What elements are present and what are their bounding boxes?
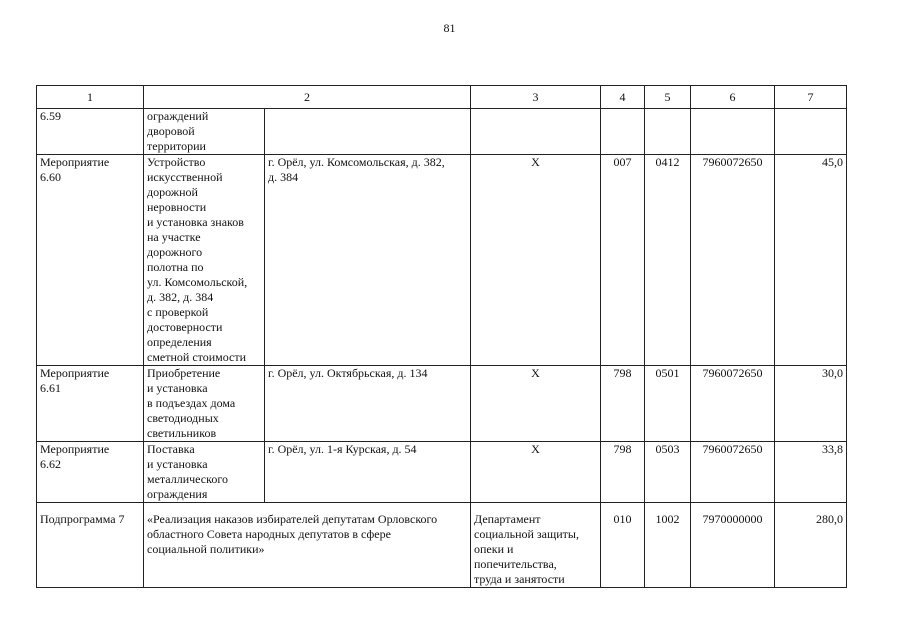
header-row: [37, 86, 847, 109]
row-col5: 0412: [645, 155, 691, 366]
row-col6: [691, 109, 775, 155]
row-col3: [471, 109, 601, 155]
row-col5: 0501: [645, 366, 691, 442]
subprogram-department: Департамент социальной защиты, опеки и попечительства, труда и занятости: [471, 503, 601, 588]
table-row: [37, 366, 847, 442]
header-cell-6: 6: [691, 86, 775, 109]
subprogram-col4: 010: [601, 503, 645, 588]
row-name: Приобретение и установка в подъездах дома светодиодных светильников: [144, 366, 265, 442]
subprogram-id: Подпрограмма 7: [37, 503, 144, 588]
subprogram-col5: 1002: [645, 503, 691, 588]
row-col4: [601, 109, 645, 155]
row-col4: 798: [601, 366, 645, 442]
row-id: 6.59: [37, 109, 144, 155]
row-col6: 7960072650: [691, 442, 775, 503]
row-address: г. Орёл, ул. Октябрьская, д. 134: [265, 366, 471, 442]
row-col7: 45,0: [775, 155, 847, 366]
page-number: 81: [443, 21, 456, 35]
row-name: Поставка и установка металлического ограждения: [144, 442, 265, 503]
row-id: Мероприятие 6.62: [37, 442, 144, 503]
table-row: [37, 155, 847, 366]
row-id: Мероприятие 6.60: [37, 155, 144, 366]
table-row: [37, 109, 847, 155]
row-address: г. Орёл, ул. 1-я Курская, д. 54: [265, 442, 471, 503]
row-name: ограждений дворовой территории: [144, 109, 265, 155]
row-address: [265, 109, 471, 155]
subprogram-name: «Реализация наказов избирателей депутатам Орловского областного Совета народных депутатов в сфере социальной политики»: [144, 503, 471, 588]
row-col6: 7960072650: [691, 366, 775, 442]
subprogram-row: [37, 503, 847, 588]
budget-table: [36, 85, 847, 588]
header-cell-3: 3: [471, 86, 601, 109]
row-id: Мероприятие 6.61: [37, 366, 144, 442]
subprogram-col6: 7970000000: [691, 503, 775, 588]
row-col7: [775, 109, 847, 155]
row-address: г. Орёл, ул. Комсомольская, д. 382, д. 384: [265, 155, 471, 366]
row-col3: Х: [471, 442, 601, 503]
row-col7: 33,8: [775, 442, 847, 503]
row-col6: 7960072650: [691, 155, 775, 366]
row-col3: Х: [471, 366, 601, 442]
header-cell-2: 2: [144, 86, 471, 109]
header-cell-7: 7: [775, 86, 847, 109]
row-col5: 0503: [645, 442, 691, 503]
header-cell-4: 4: [601, 86, 645, 109]
subprogram-col7: 280,0: [775, 503, 847, 588]
header-cell-1: 1: [37, 86, 144, 109]
row-col3: Х: [471, 155, 601, 366]
row-col4: 007: [601, 155, 645, 366]
table-row: [37, 442, 847, 503]
row-col5: [645, 109, 691, 155]
header-cell-5: 5: [645, 86, 691, 109]
row-name: Устройство искусственной дорожной неровности и установка знаков на участке дорожного полотна по ул. Комсомольской, д. 382, д. 384 с проверкой достоверности определения сметной стоимости: [144, 155, 265, 366]
row-col4: 798: [601, 442, 645, 503]
row-col7: 30,0: [775, 366, 847, 442]
